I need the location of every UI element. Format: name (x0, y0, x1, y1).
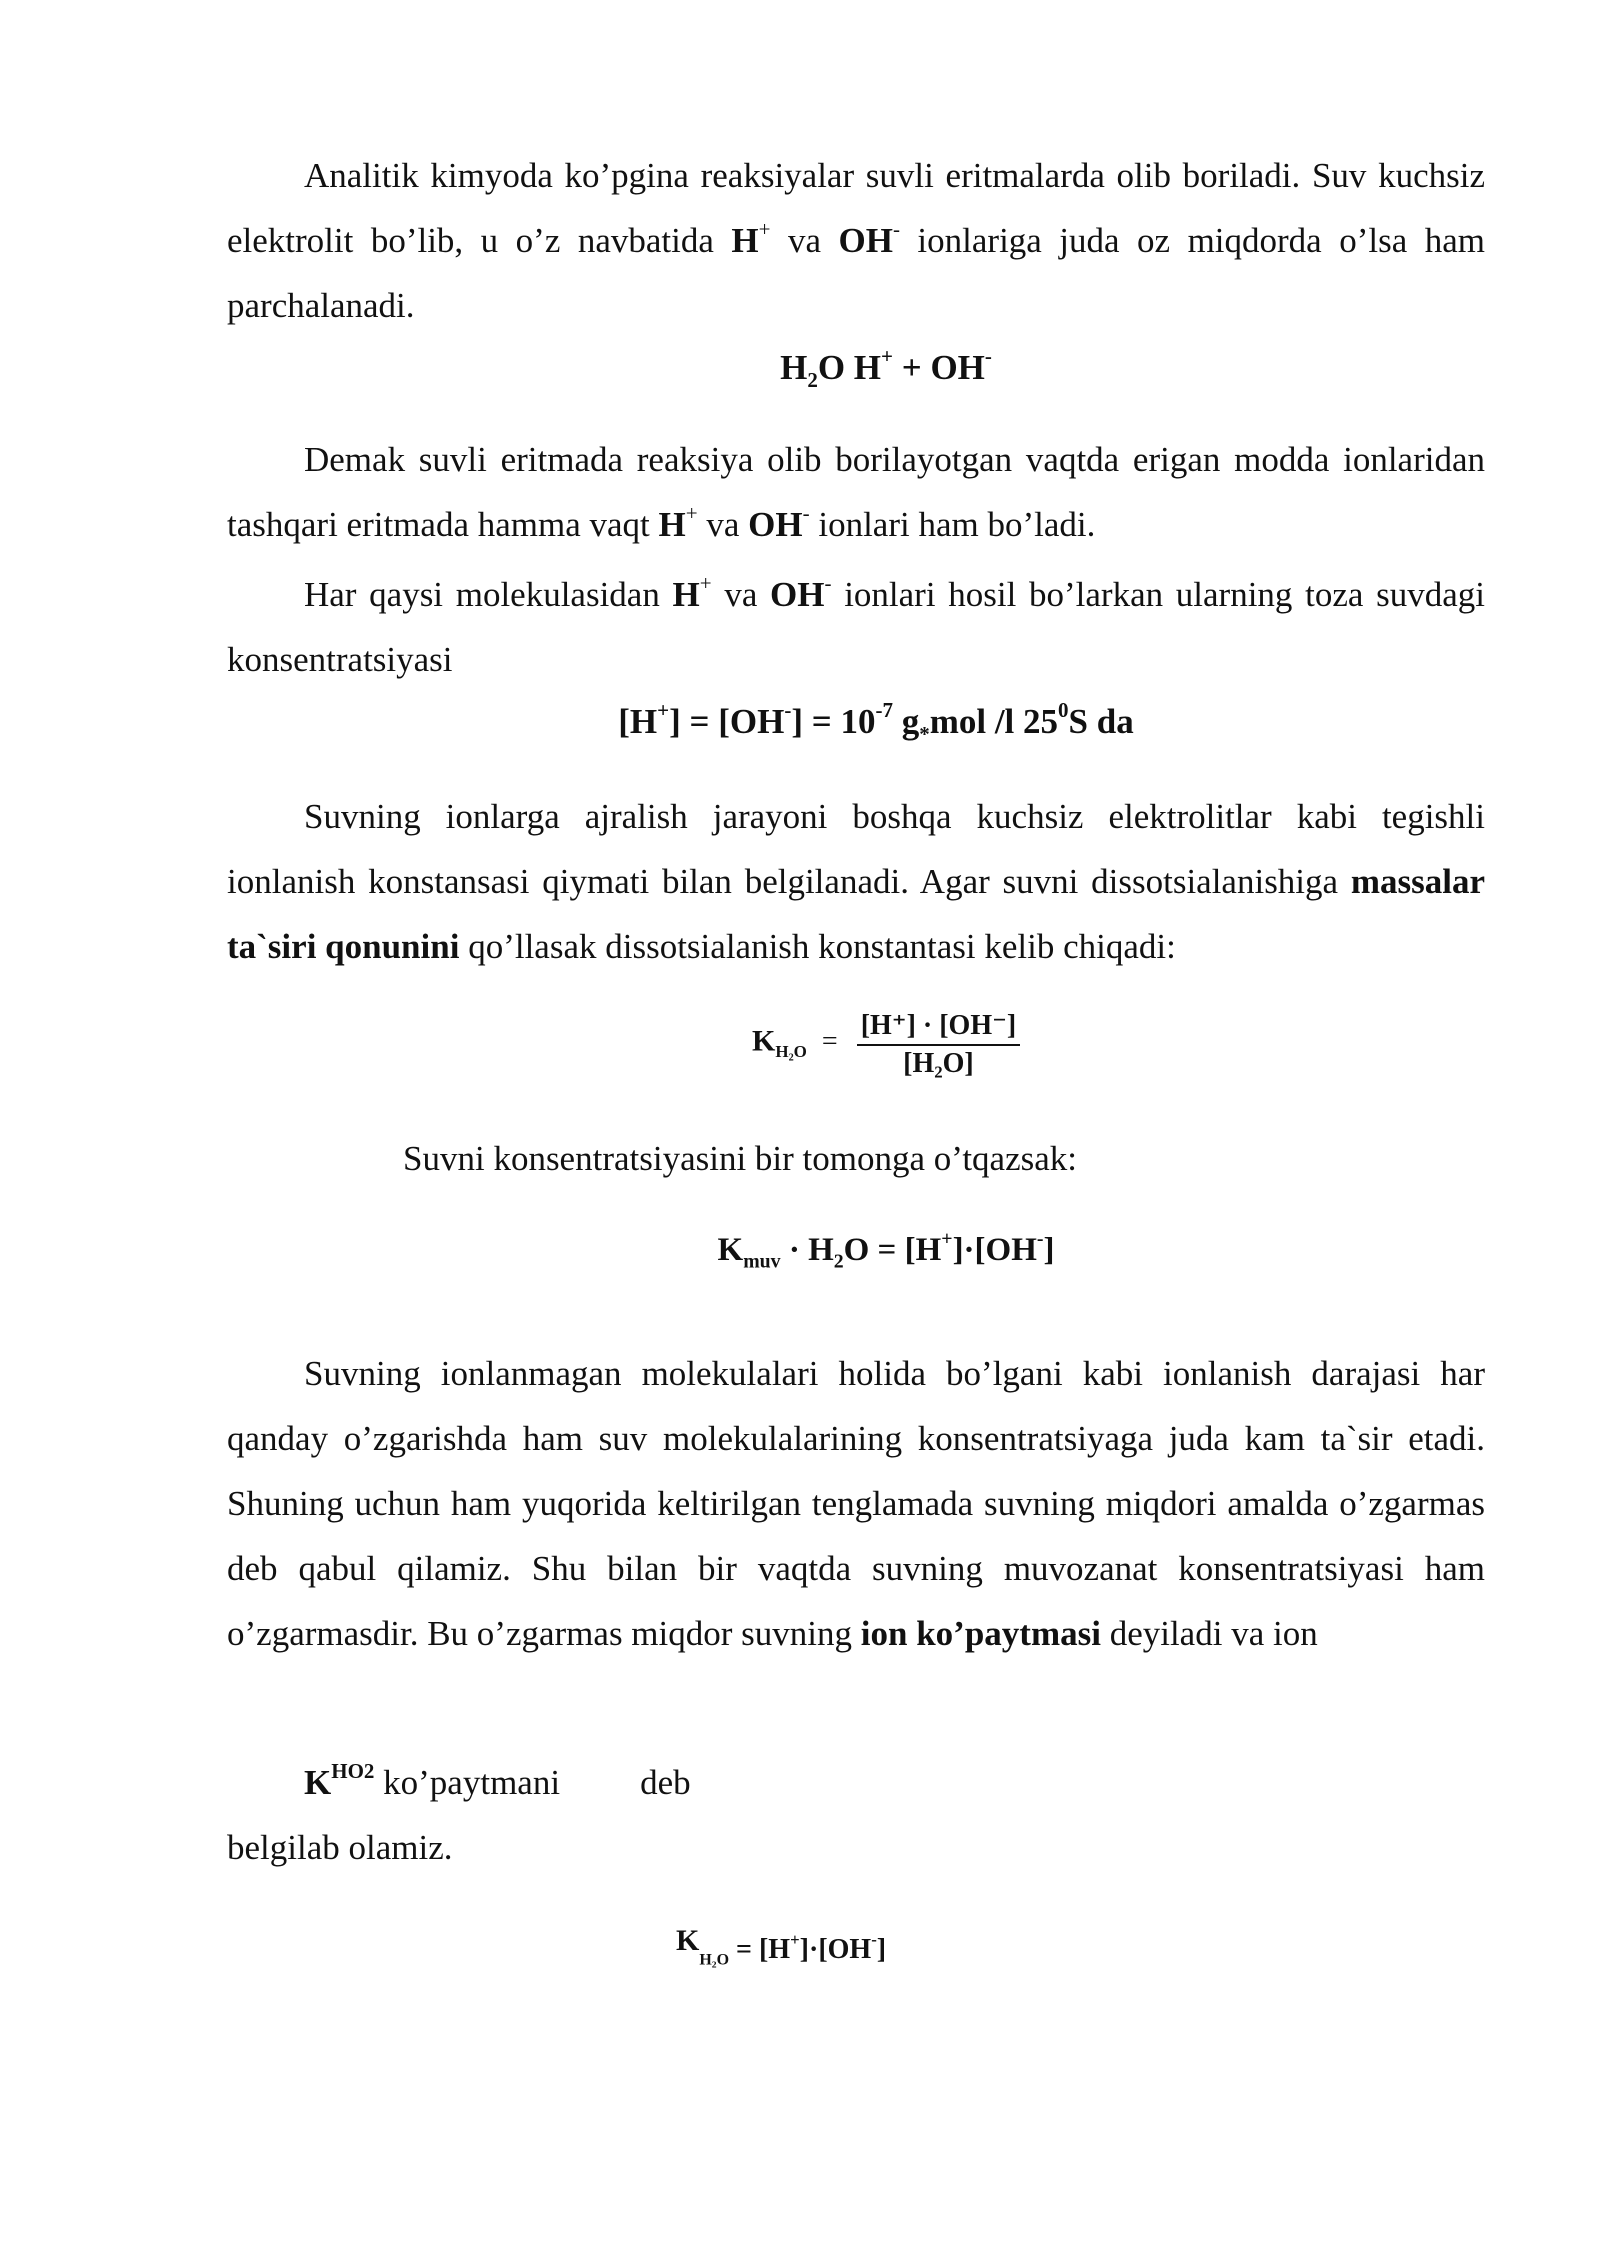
fraction-denominator: [H₂O] (903, 1048, 974, 1079)
text: Demak suvli eritmada reaksiya olib borilayotgan vaqtda erigan modda ionlaridan tashqari eritmada hamma vaqt (227, 440, 1485, 544)
eq-text: = [H (729, 1934, 791, 1965)
text: va (711, 575, 771, 614)
formula-ion-product (676, 1924, 887, 1969)
equation-concentration (227, 698, 1505, 746)
sup-minus: - (802, 501, 810, 526)
eq-sup: - (784, 698, 792, 723)
eq-sup: 0 (1058, 698, 1069, 723)
text: va (770, 221, 839, 260)
eq-text: ] (876, 1934, 887, 1965)
text: qo’llasak dissotsialanish konstantasi kelib chiqadi: (459, 927, 1176, 966)
eq-text: H (780, 348, 808, 387)
eq-text: g (892, 702, 920, 741)
paragraph-concentration (227, 562, 1485, 692)
text: ionlariga juda oz miqdorda o’lsa ham parchalanadi. (227, 221, 1485, 325)
ion-h: H (731, 221, 759, 260)
eq-text: ]·[OH (952, 1232, 1037, 1268)
formula-kmuv (227, 1228, 1515, 1273)
eq-text: O = [H (843, 1232, 942, 1268)
text: ionlari ham bo’ladi. (809, 505, 1096, 544)
eq-text: · H (780, 1232, 834, 1268)
eq-sub: 2 (833, 1250, 844, 1273)
k-sup: HO2 (331, 1759, 375, 1784)
equation-dissociation (227, 344, 1515, 392)
formula-fraction (857, 1008, 1021, 1080)
notation-line-2 (227, 1815, 1485, 1880)
text: belgilab olamiz. (227, 1828, 453, 1867)
eq-text: S da (1068, 702, 1134, 741)
notation-line (227, 1750, 1485, 1815)
eq-sup: + (941, 1228, 953, 1251)
paragraph-notation (227, 1750, 1485, 1880)
eq-text: + OH (893, 348, 985, 387)
formula-k: K (752, 1024, 776, 1058)
text: va (697, 505, 749, 544)
eq-sup: + (881, 344, 893, 369)
eq-text: O H (817, 348, 882, 387)
ion-oh: OH (748, 505, 803, 544)
eq-sup: -7 (875, 698, 893, 723)
eq-sub: 2 (807, 368, 818, 392)
eq-sup: - (1036, 1228, 1044, 1251)
text: Suvning ionlarga ajralish jarayoni boshqa kuchsiz elektrolitlar kabi tegishli ionlanish konstansasi qiymati bilan belgilanadi. Agar suvni dissotsialanishiga (227, 797, 1485, 901)
paragraph-mass-action (227, 784, 1485, 979)
sup-minus: - (824, 571, 832, 596)
eq-text: ] (1043, 1232, 1055, 1268)
formula-dissociation-constant (752, 1008, 1020, 1080)
eq-text: mol /l 25 (929, 702, 1059, 741)
formula-k: K (717, 1232, 744, 1268)
sup-plus: + (685, 501, 698, 526)
k-symbol: K (304, 1763, 332, 1802)
formula-k-sub: H₂O (699, 1951, 730, 1969)
text: ionlari hosil bo’larkan ularning toza suvdagi konsentratsiyasi (227, 575, 1485, 679)
formula-k-sub: muv (743, 1250, 781, 1273)
text: deyiladi va ion (1100, 1614, 1318, 1653)
text: Har qaysi molekulasidan (304, 575, 673, 614)
bold-term: ion ko’paytmasi (860, 1614, 1101, 1653)
paragraph-ions-present (227, 427, 1485, 557)
ion-h: H (658, 505, 686, 544)
eq-sub: * (919, 722, 930, 746)
fraction-numerator: [H⁺] · [OH⁻] (857, 1008, 1021, 1046)
paragraph-transfer (403, 1126, 1303, 1191)
formula-k: K (676, 1924, 700, 1957)
eq-text: [H (618, 702, 658, 741)
bold-term: massalar ta`siri qonunini (227, 862, 1485, 966)
sup-plus: + (699, 571, 712, 596)
text: Suvni konsentratsiyasini bir tomonga o’tqazsak: (403, 1139, 1077, 1178)
formula-k-sub: H₂O (775, 1042, 807, 1062)
text: deb (640, 1763, 691, 1802)
paragraph-intro (227, 143, 1485, 338)
text: Suvning ionlanmagan molekulalari holida bo’lgani kabi ionlanish darajasi har qanday o’zgarishda ham suv molekulalarining konsentratsiyaga juda kam ta`sir etadi. Shuning uchun ham yuqorida keltirilgan tenglamada suvning miqdori amalda o’zgarmas deb qabul qilamiz. Shu bilan bir vaqtda suvning muvozanat konsentratsiyasi ham o’zgarmasdir. Bu o’zgarmas miqdor suvning (227, 1354, 1485, 1653)
ion-oh: OH (770, 575, 825, 614)
eq-sup: - (984, 344, 992, 369)
eq-sup: + (790, 1930, 800, 1950)
eq-sup: - (871, 1930, 877, 1950)
eq-text: ] = [OH (669, 702, 785, 741)
text: Analitik kimyoda ko’pgina reaksiyalar suvli eritmalarda olib boriladi. Suv kuchsiz elektrolit bo’lib, u o’z navbatida (227, 156, 1485, 260)
sup-plus: + (758, 217, 771, 242)
eq-text: ]·[OH (799, 1934, 872, 1965)
paragraph-ion-product (227, 1341, 1485, 1666)
eq-text: ] = 10 (791, 702, 876, 741)
ion-oh: OH (838, 221, 893, 260)
text: ko’paytmani (374, 1763, 561, 1802)
formula-equals: = (821, 1026, 838, 1058)
ion-h: H (672, 575, 700, 614)
eq-sup: + (657, 698, 670, 723)
sup-minus: - (892, 217, 900, 242)
